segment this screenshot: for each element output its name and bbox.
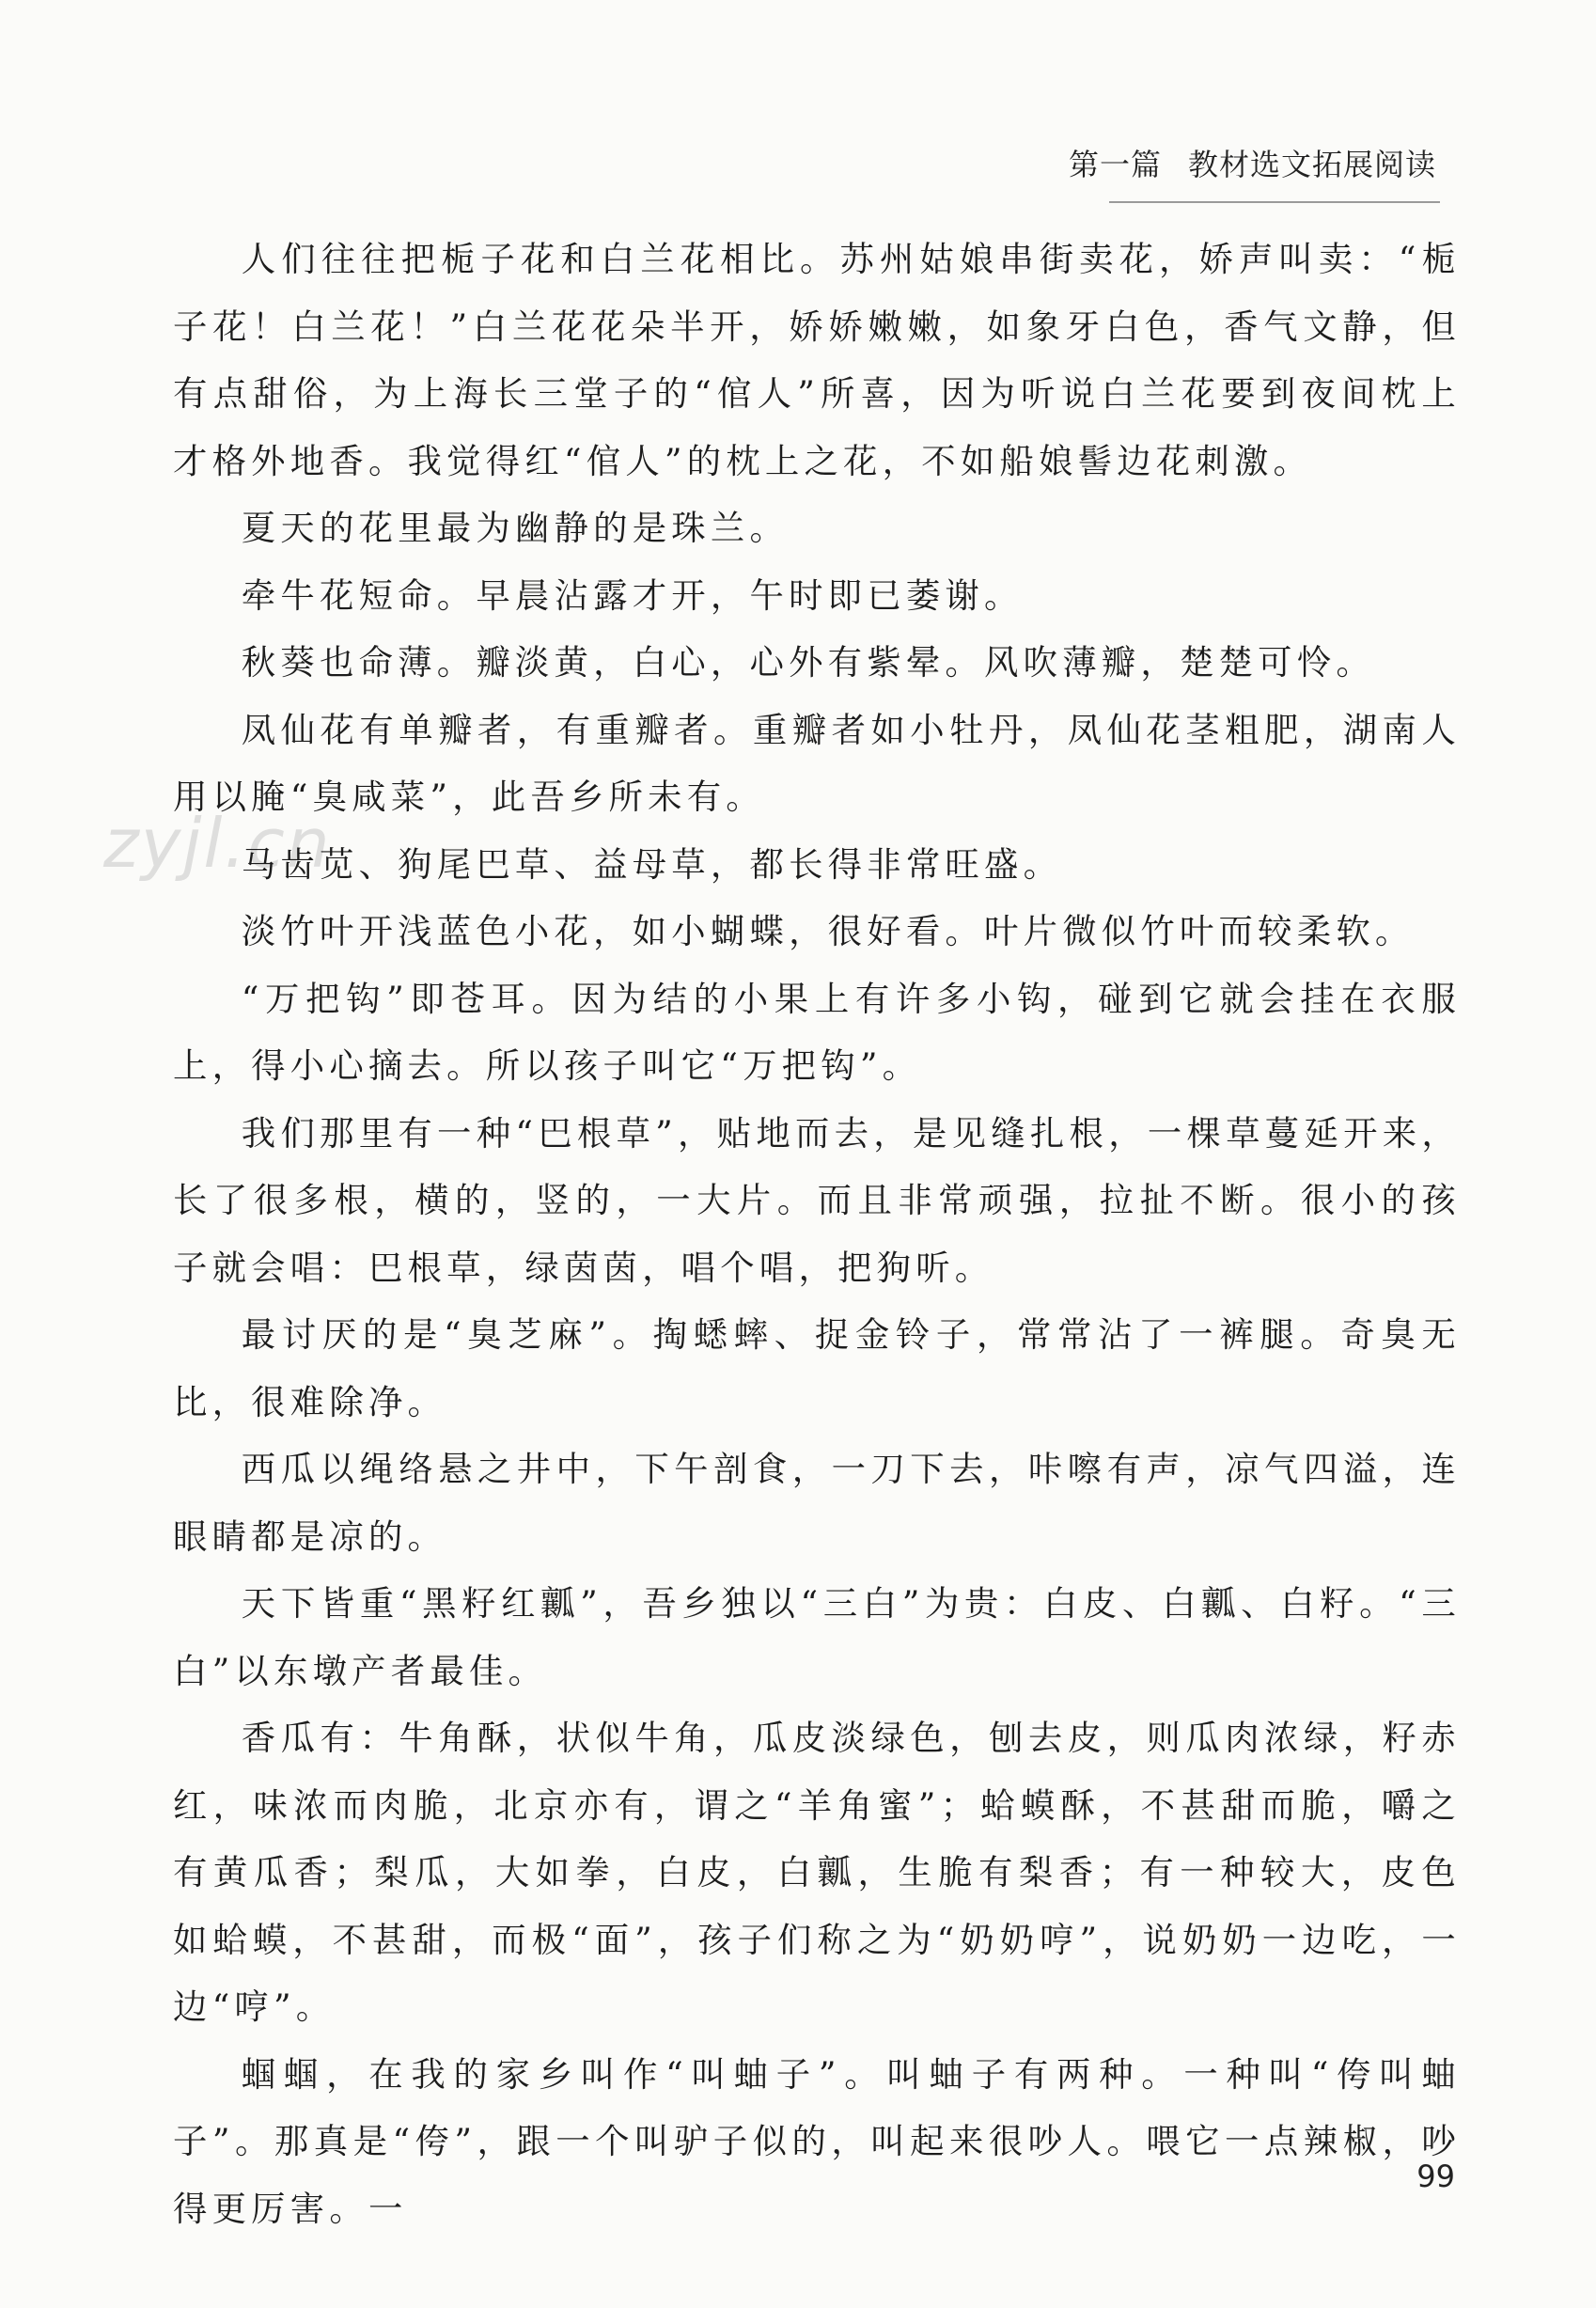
paragraph: “万把钩”即苍耳。因为结的小果上有许多小钩，碰到它就会挂在衣服上，得小心摘去。所以孩子叫它“万把钩”。 [173,978,1461,1086]
paragraph: 夏天的花里最为幽静的是珠兰。 [241,508,790,548]
header-title: 教材选文拓展阅读 [1187,147,1436,182]
paragraph: 马齿苋、狗尾巴草、益母草，都长得非常旺盛。 [241,843,1063,885]
running-header [1069,141,1436,184]
page-number: 99 [1416,2159,1455,2194]
paragraph: 秋葵也命薄。瓣淡黄，白心，心外有紫晕。风吹薄瓣，楚楚可怜。 [241,642,1375,683]
paragraph: 人们往往把栀子花和白兰花相比。苏州姑娘串街卖花，娇声叫卖：“栀子花！白兰花！”白兰花花朵半开，娇娇嫩嫩，如象牙白色，香气文静，但有点甜俗，为上海长三堂子的“倌人”所喜，因为听说白兰花要到夜间枕上才格外地香。我觉得红“倌人”的枕上之花，不如船娘髻边花刺激。 [173,239,1461,481]
paragraph: 西瓜以绳络悬之井中，下午剖食，一刀下去，咔嚓有声，凉气四溢，连眼睛都是凉的。 [173,1449,1461,1557]
paragraph: 蝈蝈，在我的家乡叫作“叫蚰子”。叫蚰子有两种。一种叫“侉叫蚰子”。那真是“侉”，跟一个叫驴子似的，叫起来很吵人。喂它一点辣椒，吵得更厉害。一 [173,2053,1461,2229]
header-part: 第一篇 [1068,147,1162,182]
header-rule [1109,201,1440,203]
body-text [173,226,1461,2242]
watermark: zyjl.cn [103,804,332,883]
paragraph: 天下皆重“黑籽红瓤”，吾乡独以“三白”为贵：白皮、白瓤、白籽。“三白”以东墩产者最佳。 [173,1583,1461,1691]
paragraph: 凤仙花有单瓣者，有重瓣者。重瓣者如小牡丹，凤仙花茎粗肥，湖南人用以腌“臭咸菜”，此吾乡所未有。 [173,709,1461,817]
paragraph: 淡竹叶开浅蓝色小花，如小蝴蝶，很好看。叶片微似竹叶而较柔软。 [241,911,1415,951]
paragraph: 最讨厌的是“臭芝麻”。掏蟋蟀、捉金铃子，常常沾了一裤腿。奇臭无比，很难除净。 [173,1314,1461,1422]
paragraph: 香瓜有：牛角酥，状似牛角，瓜皮淡绿色，刨去皮，则瓜肉浓绿，籽赤红，味浓而肉脆，北京亦有，谓之“羊角蜜”；蛤蟆酥，不甚甜而脆，嚼之有黄瓜香；梨瓜，大如拳，白皮，白瓤，生脆有梨香；有一种较大，皮色如蛤蟆，不甚甜，而极“面”，孩子们称之为“奶奶哼”，说奶奶一边吃，一边“哼”。 [173,1718,1461,2027]
paragraph: 我们那里有一种“巴根草”，贴地而去，是见缝扎根，一棵草蔓延开来，长了很多根，横的，竖的，一大片。而且非常顽强，拉扯不断。很小的孩子就会唱：巴根草，绿茵茵，唱个唱，把狗听。 [173,1112,1461,1288]
paragraph: 牵牛花短命。早晨沾露才开，午时即已萎谢。 [241,574,1024,616]
